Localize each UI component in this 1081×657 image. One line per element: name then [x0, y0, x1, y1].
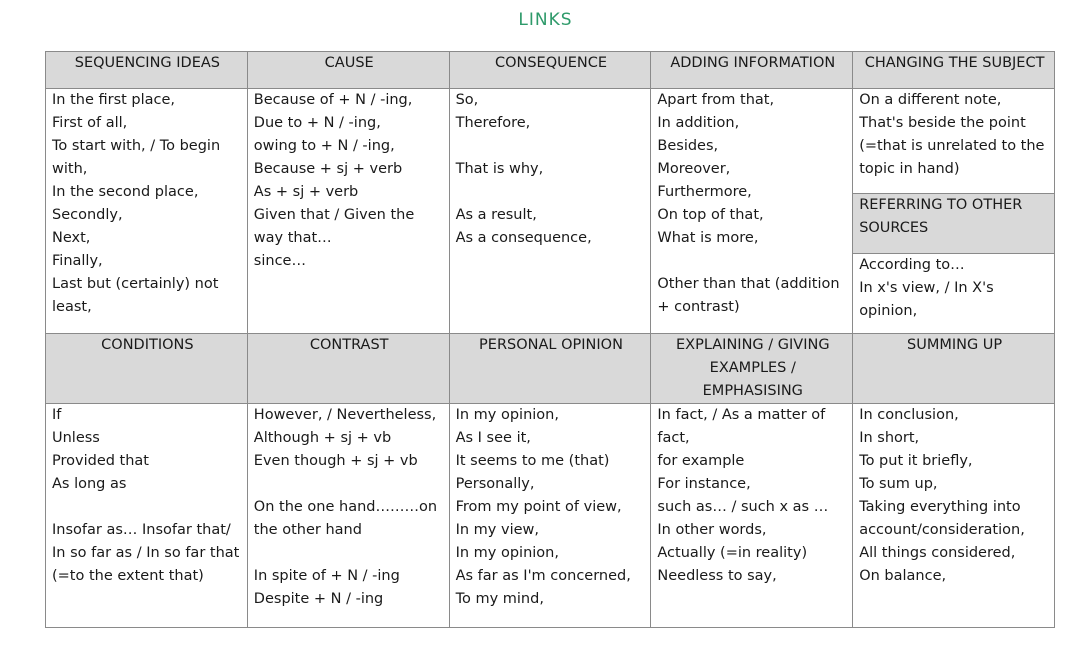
list-item: In short, [859, 430, 920, 446]
list-item: In my opinion, [455, 545, 559, 561]
referring-cell [853, 254, 1055, 334]
list-item: To start with, / To begin with, [52, 138, 221, 177]
list-item: Next, [52, 230, 91, 246]
list-item: On the one hand………on the other hand [253, 499, 438, 538]
spacer [52, 496, 243, 519]
list-item: As I see it, [455, 430, 531, 446]
list-item: To put it briefly, [859, 453, 973, 469]
body-row-1a [46, 89, 1055, 194]
list-item: However, / Nevertheless, [253, 407, 437, 423]
header-sequencing-ideas: SEQUENCING IDEAS [46, 52, 248, 89]
consequence-cell [449, 89, 651, 334]
list-item: Finally, [52, 253, 103, 269]
explaining-cell [651, 404, 853, 628]
spacer [456, 135, 647, 158]
header-summing-up: SUMMING UP [853, 334, 1055, 404]
header-contrast: CONTRAST [247, 334, 449, 404]
list-item: That's beside the point [859, 115, 1026, 131]
header-cause: CAUSE [247, 52, 449, 89]
header-adding-information: ADDING INFORMATION [651, 52, 853, 89]
list-item: Therefore, [455, 115, 531, 131]
header-conditions: CONDITIONS [46, 334, 248, 404]
list-item: Insofar as… Insofar that/ In so far as / In so far that (=to the extent that) [52, 522, 240, 584]
list-item: Taking everything into account/consideration, [859, 499, 1025, 538]
list-item: In the second place, [52, 184, 199, 200]
list-item: Personally, [455, 476, 535, 492]
list-item: Actually (=in reality) [657, 545, 808, 561]
list-item: (=that is unrelated to the topic in hand) [859, 138, 1045, 177]
list-item: From my point of view, [455, 499, 622, 515]
header-row-2 [46, 334, 1055, 404]
list-item: As a result, [455, 207, 537, 223]
list-item: Furthermore, [657, 184, 752, 200]
list-item: In x's view, / In X's opinion, [859, 280, 994, 319]
list-item: So, [455, 92, 479, 108]
header-row-1 [46, 52, 1055, 89]
page-title: LINKS [518, 10, 573, 30]
spacer [254, 542, 445, 565]
body-row-2 [46, 404, 1055, 628]
sequencing-cell [46, 89, 248, 334]
list-item: Unless [52, 430, 100, 446]
spacer [657, 250, 848, 273]
header-referring-to-other-sources: REFERRING TO OTHER SOURCES [853, 194, 1055, 254]
list-item: In my opinion, [455, 407, 559, 423]
header-personal-opinion: PERSONAL OPINION [449, 334, 651, 404]
list-item: Because of + N / -ing, [253, 92, 413, 108]
list-item: In conclusion, [859, 407, 959, 423]
list-item: since… [253, 253, 306, 269]
header-explaining: EXPLAINING / GIVING EXAMPLES / EMPHASISING [651, 334, 853, 404]
adding-information-cell [651, 89, 853, 334]
list-item: What is more, [657, 230, 759, 246]
list-item: According to… [859, 257, 965, 273]
list-item: Because + sj + verb [253, 161, 403, 177]
header-changing-the-subject: CHANGING THE SUBJECT [853, 52, 1055, 89]
list-item: Provided that [52, 453, 149, 469]
list-item: In addition, [657, 115, 740, 131]
list-item: In the first place, [52, 92, 176, 108]
spacer [254, 473, 445, 496]
list-item: such as… / such x as … [657, 499, 829, 515]
list-item: As a consequence, [455, 230, 592, 246]
list-item: As far as I'm concerned, [455, 568, 631, 584]
list-item: As long as [52, 476, 127, 492]
list-item: owing to + N / -ing, [253, 138, 395, 154]
list-item: Secondly, [52, 207, 123, 223]
list-item: In my view, [455, 522, 539, 538]
list-item: All things considered, [859, 545, 1016, 561]
spacer [456, 181, 647, 204]
list-item: Needless to say, [657, 568, 777, 584]
list-item: In other words, [657, 522, 767, 538]
cause-cell [247, 89, 449, 334]
list-item: Moreover, [657, 161, 731, 177]
list-item: for example [657, 453, 745, 469]
list-item: On balance, [859, 568, 947, 584]
links-table [45, 51, 1055, 628]
header-consequence: CONSEQUENCE [449, 52, 651, 89]
list-item: In spite of + N / -ing [253, 568, 400, 584]
list-item: That is why, [455, 161, 544, 177]
summing-up-cell [853, 404, 1055, 628]
list-item: As + sj + verb [253, 184, 359, 200]
list-item: Besides, [657, 138, 719, 154]
list-item: Apart from that, [657, 92, 775, 108]
list-item: Due to + N / -ing, [253, 115, 381, 131]
list-item: Despite + N / -ing [253, 591, 384, 607]
list-item: Last but (certainly) not least, [52, 276, 219, 315]
list-item: Although + sj + vb [253, 430, 392, 446]
list-item: On top of that, [657, 207, 764, 223]
changing-the-subject-cell [853, 89, 1055, 194]
list-item: Given that / Given the way that… [253, 207, 415, 246]
list-item: On a different note, [859, 92, 1002, 108]
personal-opinion-cell [449, 404, 651, 628]
list-item: Even though + sj + vb [253, 453, 418, 469]
list-item: To my mind, [455, 591, 544, 607]
list-item: In fact, / As a matter of fact, [657, 407, 826, 446]
contrast-cell [247, 404, 449, 628]
conditions-cell [46, 404, 248, 628]
list-item: First of all, [52, 115, 128, 131]
list-item: Other than that (addition + contrast) [657, 276, 840, 315]
list-item: It seems to me (that) [455, 453, 610, 469]
list-item: For instance, [657, 476, 751, 492]
list-item: If [52, 407, 62, 423]
list-item: To sum up, [859, 476, 938, 492]
